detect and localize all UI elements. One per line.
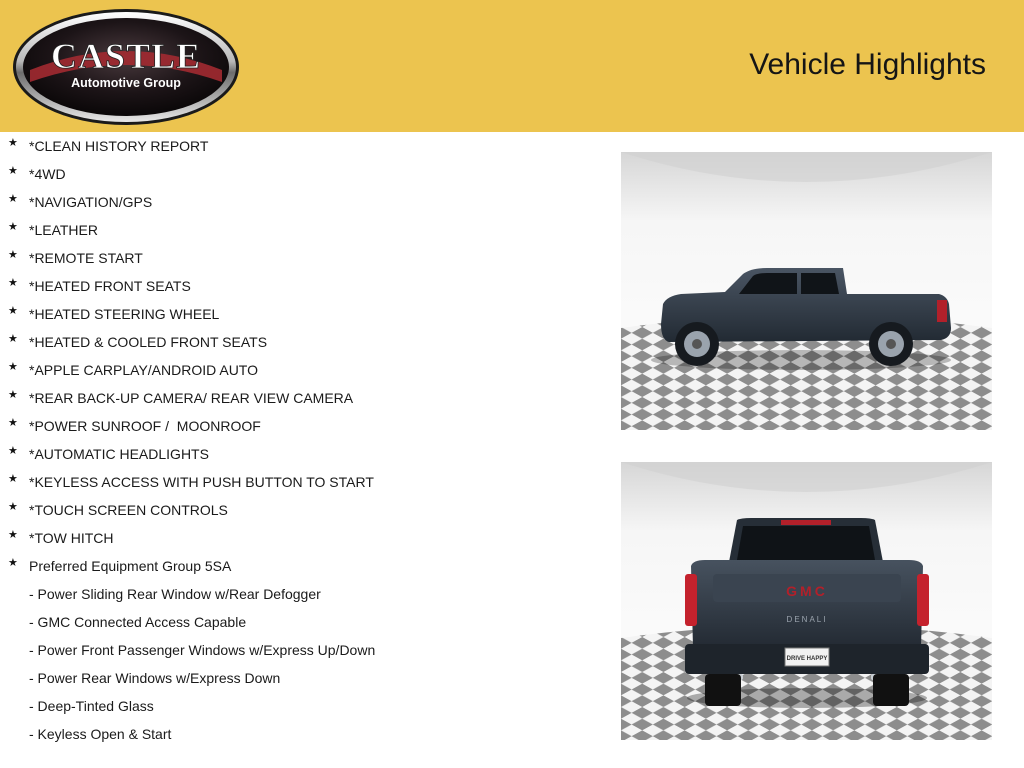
- star-icon: ★: [8, 137, 18, 149]
- feature-label: Preferred Equipment Group 5SA: [29, 558, 232, 574]
- feature-item: [0, 220, 600, 248]
- feature-item: [0, 388, 600, 416]
- feature-label: *TOW HITCH: [29, 530, 114, 546]
- page-header: [0, 0, 1024, 132]
- feature-item: [0, 528, 600, 556]
- star-icon: ★: [8, 501, 18, 513]
- feature-label: - Power Sliding Rear Window w/Rear Defogger: [29, 586, 321, 602]
- star-icon: ★: [8, 445, 18, 457]
- feature-label: *HEATED FRONT SEATS: [29, 278, 191, 294]
- logo-name: CASTLE: [50, 36, 202, 76]
- star-icon: ★: [8, 473, 18, 485]
- feature-label: - Keyless Open & Start: [29, 726, 172, 742]
- feature-label: *POWER SUNROOF / MOONROOF: [29, 418, 261, 434]
- feature-item: [0, 332, 600, 360]
- feature-item: [0, 584, 600, 612]
- feature-label: *REMOTE START: [29, 250, 143, 266]
- page-title: Vehicle Highlights: [749, 48, 986, 81]
- feature-label: - GMC Connected Access Capable: [29, 614, 247, 630]
- feature-item: [0, 556, 600, 584]
- feature-item: [0, 696, 600, 724]
- feature-label: *CLEAN HISTORY REPORT: [29, 138, 209, 154]
- feature-item: [0, 640, 600, 668]
- rear-model-badge: DENALI: [786, 615, 828, 624]
- star-icon: ★: [8, 417, 18, 429]
- star-icon: ★: [8, 277, 18, 289]
- star-icon: ★: [8, 389, 18, 401]
- feature-label: - Deep-Tinted Glass: [29, 698, 154, 714]
- feature-label: - Power Rear Windows w/Express Down: [29, 670, 281, 686]
- feature-label: *NAVIGATION/GPS: [29, 194, 153, 210]
- feature-item: [0, 612, 600, 640]
- feature-label: *HEATED STEERING WHEEL: [29, 306, 220, 322]
- feature-item: [0, 136, 600, 164]
- castle-automotive-logo: [12, 8, 240, 126]
- feature-item: [0, 500, 600, 528]
- feature-item: [0, 304, 600, 332]
- feature-label: *REAR BACK-UP CAMERA/ REAR VIEW CAMERA: [29, 390, 354, 406]
- feature-list: [0, 136, 600, 752]
- feature-item: [0, 164, 600, 192]
- feature-item: [0, 444, 600, 472]
- feature-item: [0, 416, 600, 444]
- feature-label: *KEYLESS ACCESS WITH PUSH BUTTON TO START: [29, 474, 374, 490]
- feature-label: *AUTOMATIC HEADLIGHTS: [29, 446, 209, 462]
- star-icon: ★: [8, 165, 18, 177]
- feature-item: [0, 276, 600, 304]
- plate-text: DRIVE HAPPY: [786, 656, 828, 662]
- star-icon: ★: [8, 249, 18, 261]
- feature-label: *TOUCH SCREEN CONTROLS: [29, 502, 228, 518]
- star-icon: ★: [8, 221, 18, 233]
- feature-label: *4WD: [29, 166, 66, 182]
- feature-item: [0, 472, 600, 500]
- star-icon: ★: [8, 361, 18, 373]
- feature-label: *HEATED & COOLED FRONT SEATS: [29, 334, 268, 350]
- feature-item: [0, 668, 600, 696]
- star-icon: ★: [8, 529, 18, 541]
- star-icon: ★: [8, 333, 18, 345]
- vehicle-side-photo: [621, 152, 992, 430]
- feature-label: - Power Front Passenger Windows w/Express Up/Down: [29, 642, 376, 658]
- feature-item: [0, 724, 600, 752]
- feature-label: *APPLE CARPLAY/ANDROID AUTO: [29, 362, 258, 378]
- vehicle-rear-photo: [621, 462, 992, 740]
- feature-item: [0, 192, 600, 220]
- feature-label: *LEATHER: [29, 222, 98, 238]
- feature-item: [0, 248, 600, 276]
- rear-badge: GMC: [786, 583, 828, 599]
- feature-item: [0, 360, 600, 388]
- star-icon: ★: [8, 193, 18, 205]
- logo-tagline: Automotive Group: [71, 76, 181, 90]
- star-icon: ★: [8, 305, 18, 317]
- star-icon: ★: [8, 557, 18, 569]
